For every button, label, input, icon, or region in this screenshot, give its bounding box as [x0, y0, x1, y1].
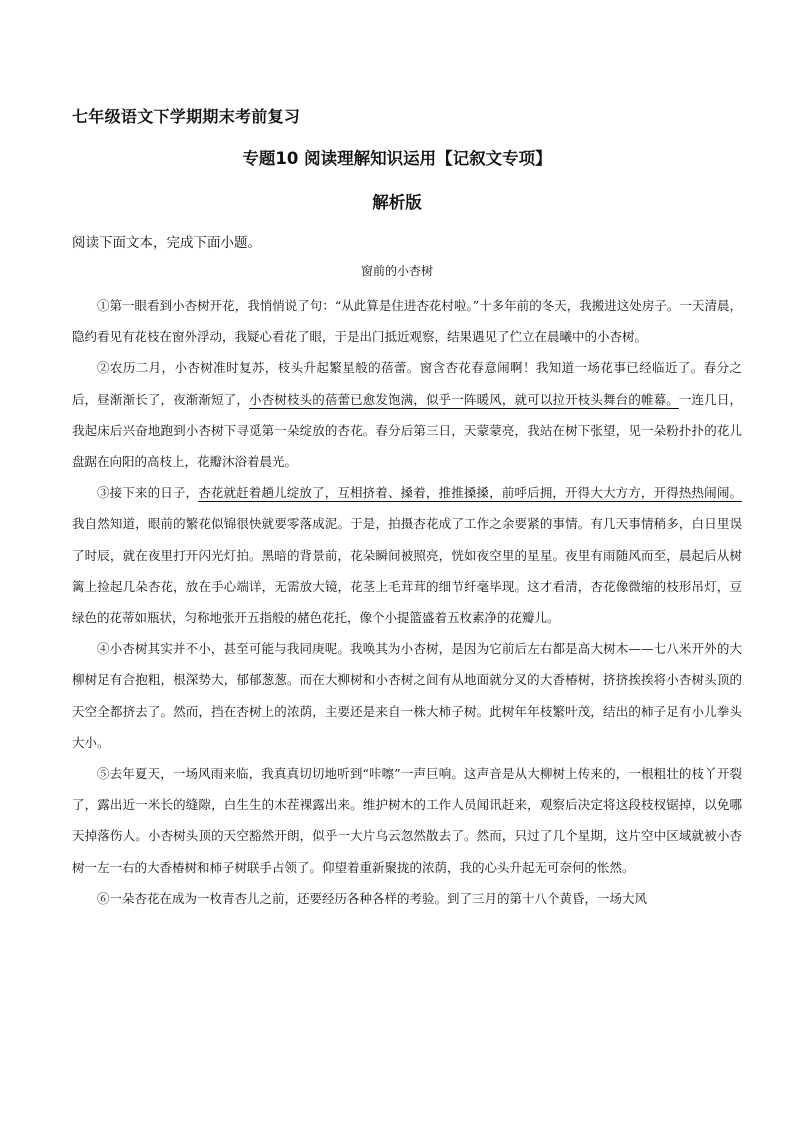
paragraph-4: ④小杏树其实并不小，甚至可能与我同庚呢。我唤其为小杏树，是因为它前后左右都是高大树木——七八米开外的大柳树足有合抱粗，根深势大，郁郁葱葱。而在大柳树和小杏树之间有从地面就分叉的大香椿树，挤挤挨挨将小杏树头顶的天空全都挤去了。然而，挡在杏树上的浓荫，主要还是来自一株大柿子树。此树年年枝繁叶茂，结出的柿子足有小儿拳头大小。 [72, 641, 742, 750]
paragraph-3-underlined-sentence: 杏花就赶着趟儿绽放了，互相挤着、搡着，推推搡搡，前呼后拥，开得大大方方，开得热热闹闹。 [198, 485, 742, 501]
topic-title: 专题10 阅读理解知识运用【记叙文专项】 [242, 149, 552, 168]
paragraph-3 [72, 477, 742, 633]
paragraph-2-text-b: 一连几日，我起床后兴奋地跑到小杏树下寻觅第一朵绽放的杏花。春分后第三日，天蒙蒙亮，我站在树下张望，见一朵粉扑扑的花儿盘踞在向阳的高枝上，花瓣沐浴着晨光。 [72, 391, 742, 470]
paragraph-5: ⑤去年夏天，一场风雨来临，我真真切切地听到“咔嚓”一声巨响。这声音是从大柳树上传来的，一根粗壮的枝丫开裂了，露出近一米长的缝隙，白生生的木茬裸露出来。维护树木的工作人员闻讯赶来，观察后决定将这段枝杈锯掉，以免哪天掉落伤人。小杏树头顶的天空豁然开朗，似乎一大片乌云忽然散去了。然而，只过了几个星期，这片空中区域就被小杏树一左一右的大香椿树和柿子树联手占领了。仰望着重新聚拢的浓荫，我的心头升起无可奈何的怅然。 [72, 766, 742, 875]
essay-title: 窗前的小杏树 [360, 264, 433, 278]
paragraph-3-text-a: ③接下来的日子， [97, 485, 199, 501]
course-title: 七年级语文下学期期末考前复习 [72, 107, 301, 126]
paragraph-2 [72, 352, 742, 477]
paragraph-6: ⑥一朵杏花在成为一枚青杏儿之前，还要经历各种各样的考验。到了三月的第十八个黄昏，一场大风 [97, 890, 648, 906]
paragraph-2-underlined-sentence: 小杏树枝头的蓓蕾已愈发饱满，似乎一阵暖风，就可以拉开枝头舞台的帷幕。 [249, 391, 679, 407]
paragraph-2-text-a: ②农历二月，小杏树准时复苏，枝头升起繁星般的蓓蕾。窗含杏花春意闹啊！我知道一场花事已经临近了。春分之后，昼渐渐长了，夜渐渐短了， [72, 360, 742, 407]
instruction-text: 阅读下面文本，完成下面小题。 [72, 235, 261, 251]
paragraph-3-text-b: 我自然知道，眼前的繁花似锦很快就要零落成泥。于是，拍摄杏花成了工作之余要紧的事情。有几天事情稍多，白日里误了时辰，就在夜里打开闪光灯拍。黑暗的背景前，花朵瞬间被照亮，恍如夜空里的星星。夜里有雨随风而至，晨起后从树篱上捡起几朵杏花，放在手心端详，无需放大镜，花茎上毛茸茸的细节纤毫毕现。这才看清，杏花像微缩的枝形吊灯，豆绿色的花蒂如瓶状，匀称地张开五指般的赭色花托，像个小提篮盛着五枚素净的花瓣儿。 [72, 516, 742, 626]
essay-body [72, 290, 742, 914]
edition-label: 解析版 [372, 193, 422, 212]
paragraph-1: ①第一眼看到小杏树开花，我悄悄说了句：“从此算是住进杏花村啦。”十多年前的冬天，我搬进这处房子。一天清晨，隐约看见有花枝在窗外浮动，我疑心看花了眼，于是出门抵近观察，结果遇见了伫立在晨曦中的小杏树。 [72, 298, 742, 345]
